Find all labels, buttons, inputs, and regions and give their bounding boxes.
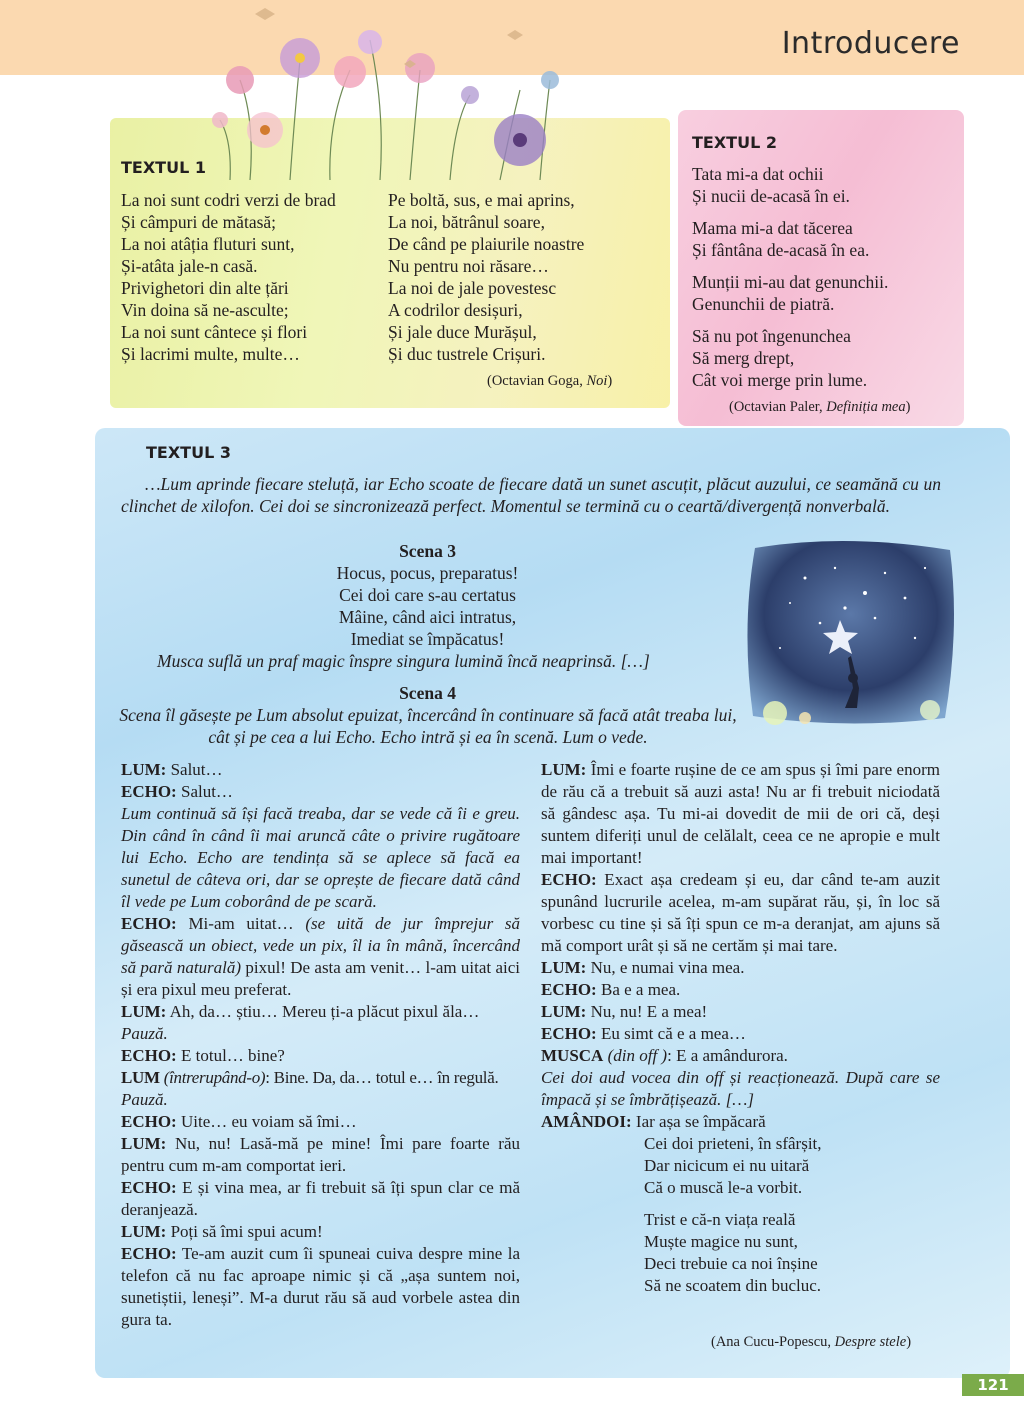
dialogue-line: ECHO: E și vina mea, ar fi trebuit să îți spun clar ce mă deranjează. [121,1178,520,1219]
dialogue-line: LUM: Salut… [121,760,223,779]
poem-line: Mama mi-a dat tăcerea [692,218,853,238]
song-line: Trist e că-n viața reală [644,1210,796,1229]
incantation-line: Hocus, pocus, preparatus! [336,563,519,583]
text2-poem [692,163,888,401]
scene3-direction: Musca suflă un praf magic înspre singura lumină încă neaprinsă. […] [157,651,650,671]
song-line: Dar nicicum ei nu uitară [644,1156,810,1175]
dialogue-right-column [541,759,940,1297]
text1-source: (Octavian Goga, Noi) [487,373,613,389]
text2-source: (Octavian Paler, Definiția mea) [729,399,911,415]
song-line: Muște magice nu sunt, [644,1232,798,1251]
stage-direction: Pauză. [121,1024,168,1043]
poem-stanza [692,271,888,315]
song-line: Să ne scoatem din bucluc. [644,1276,822,1295]
poem-line: Și jale duce Murășul, [388,322,537,342]
song-line: Deci trebuie ca noi înșine [644,1254,818,1273]
poem-line: Privighetori din alte țări [121,278,289,298]
poem-line: Să nu pot îngenunchea [692,326,851,346]
scene3-incantation [300,562,555,650]
song-stanza [541,1133,940,1199]
poem-line: Și nucii de-acasă în ei. [692,186,850,206]
scene4-title: Scena 4 [399,683,456,703]
poem-line: Și câmpuri de mătasă; [121,212,277,232]
stage-direction: Pauză. [121,1090,168,1109]
song-stanza [541,1209,940,1297]
starry-night-illustration [745,538,960,728]
dialogue-line: LUM: Nu, e numai vina mea. [541,958,745,977]
text2-label: TEXTUL 2 [692,133,777,152]
dialogue-line: ECHO: Exact așa credeam și eu, dar când te-am auzit spunând lucrurile acelea, m-am supărat rău, și, în loc să vorbesc cu tine și să îți spun ce m-a deranjat, am ajuns să mă comport urât și să ne certăm și mai tare. [541,870,940,955]
dialogue-line: ECHO: Mi-am uitat… (se uită de jur împrejur să găsească un obiect, vede un pix, îl ia în mână, încercând să pară naturală) pixul! De asta am venit… l-am uitat aici și era pixul meu preferat. [121,914,521,999]
poem-line: Munții mi-au dat genunchii. [692,272,889,292]
wildflowers-illustration [210,0,600,185]
song-line: Cei doi prieteni, în sfârșit, [644,1134,822,1153]
poem-line: De când pe plaiurile noastre [388,234,585,254]
dialogue-line: ECHO: Uite… eu voiam să îmi… [121,1112,357,1131]
dialogue-line: LUM: Nu, nu! E a mea! [541,1002,708,1021]
poem-line: Cât voi merge prin lume. [692,370,868,390]
text1-poem-left [121,189,336,365]
text3-source: (Ana Cucu-Popescu, Despre stele) [711,1334,912,1350]
text3-intro: …Lum aprinde fiecare steluță, iar Echo scoate de fiecare dată un sunet ascuțit, plăcut auzului, ce seamănă cu un clinchet de xilofon. Cei doi se sincronizează perfect. Momentul se termină cu o ceartă/divergență nonverbală. [121,474,941,516]
poem-line: A codrilor desișuri, [388,300,523,320]
poem-line: La noi, bătrânul soare, [388,212,545,232]
incantation-line: Cei doi care s-au certatus [339,585,516,605]
song-line: Că o muscă le-a vorbit. [644,1178,803,1197]
poem-line: Și duc tustrele Crișuri. [388,344,546,364]
text1-label: TEXTUL 1 [121,158,206,177]
dialogue-line: ECHO: Ba e a mea. [541,980,681,999]
poem-line: Și-atâta jale-n casă. [121,256,258,276]
poem-line: La noi sunt codri verzi de brad [121,190,336,210]
text3-label: TEXTUL 3 [146,443,231,462]
dialogue-line: ECHO: E totul… bine? [121,1046,285,1065]
scene3-title: Scena 3 [399,541,456,561]
poem-stanza [692,325,888,391]
incantation-line: Mâine, când aici intratus, [338,607,517,627]
stage-direction: Cei doi aud vocea din off și reacționează. După care se împacă și se îmbrățișează. […] [541,1068,940,1109]
poem-line: Să merg drept, [692,348,795,368]
poem-stanza [692,163,888,207]
dialogue-left-column [121,759,520,1331]
dialogue-line: LUM: Ah, da… știu… Mereu ți-a plăcut pixul ăla… [121,1002,480,1021]
poem-line: Și fântâna de-acasă în ea. [692,240,870,260]
stage-direction: Lum continuă să își facă treaba, dar se vede că îi e greu. Din când în când îi mai aruncă câte o privire rugătoare lui Echo. Echo are tendința să se aplece să facă ea sunetul de câteva ori, dar se oprește de fiecare dată când îl vede pe Lum coborând de pe scară. [121,804,520,911]
poem-line: Genunchii de piatră. [692,294,835,314]
poem-line: Și lacrimi multe, multe… [121,344,300,364]
poem-line: Pe boltă, sus, e mai aprins, [388,190,575,210]
poem-line: La noi atâția fluturi sunt, [121,234,295,254]
dialogue-line: LUM: Poți să îmi spui acum! [121,1222,323,1241]
dialogue-line: ECHO: Salut… [121,782,233,801]
incantation-line: Imediat se împăcatus! [350,629,505,649]
poem-stanza [692,217,888,261]
poem-line: Tata mi-a dat ochii [692,164,824,184]
poem-line: Nu pentru noi răsare… [388,256,549,276]
dialogue-line: ECHO: Eu simt că e a mea… [541,1024,746,1043]
dialogue-line: AMÂNDOI: Iar așa se împăcară [541,1112,766,1131]
dialogue-line: MUSCA (din off ): E a amândurora. [541,1046,788,1065]
scene4-direction: Scena îl găsește pe Lum absolut epuizat, încercând în continuare să facă atât treaba lui, cât și pe cea a lui Echo. Echo intră și ea în scenă. Lum o vede. [119,705,737,747]
poem-line: Vin doina să ne-asculte; [121,300,289,320]
poem-line: La noi sunt cântece și flori [121,322,308,342]
dialogue-line: LUM: Îmi e foarte rușine de ce am spus și îmi pare enorm de rău că a trebuit să auzi asta! Nu ar fi trebuit niciodată să gândesc așa. Tu mi-ai dovedit de mii de ori că, deși suntem diferiți unul de celălalt, ceea ce ne apropie e mult mai important! [541,760,940,867]
chapter-title: Introducere [781,26,960,61]
dialogue-line: LUM: Nu, nu! Lasă-mă pe mine! Îmi pare foarte rău pentru cum m-am comportat ieri. [121,1134,520,1175]
poem-line: La noi de jale povestesc [388,278,557,298]
dialogue-line: LUM (întrerupând-o): Bine. Da, da… totul e… în regulă. [121,1068,499,1087]
text1-poem-right [388,189,584,365]
dialogue-line: ECHO: Te-am auzit cum îi spuneai cuiva despre mine la telefon că nu fac aproape nimic și că „așa suntem noi, sunetiștii, leneși”. M-a durut rău să aud vorbele astea din gura ta. [121,1244,520,1329]
page-number-badge: 121 [962,1374,1024,1396]
